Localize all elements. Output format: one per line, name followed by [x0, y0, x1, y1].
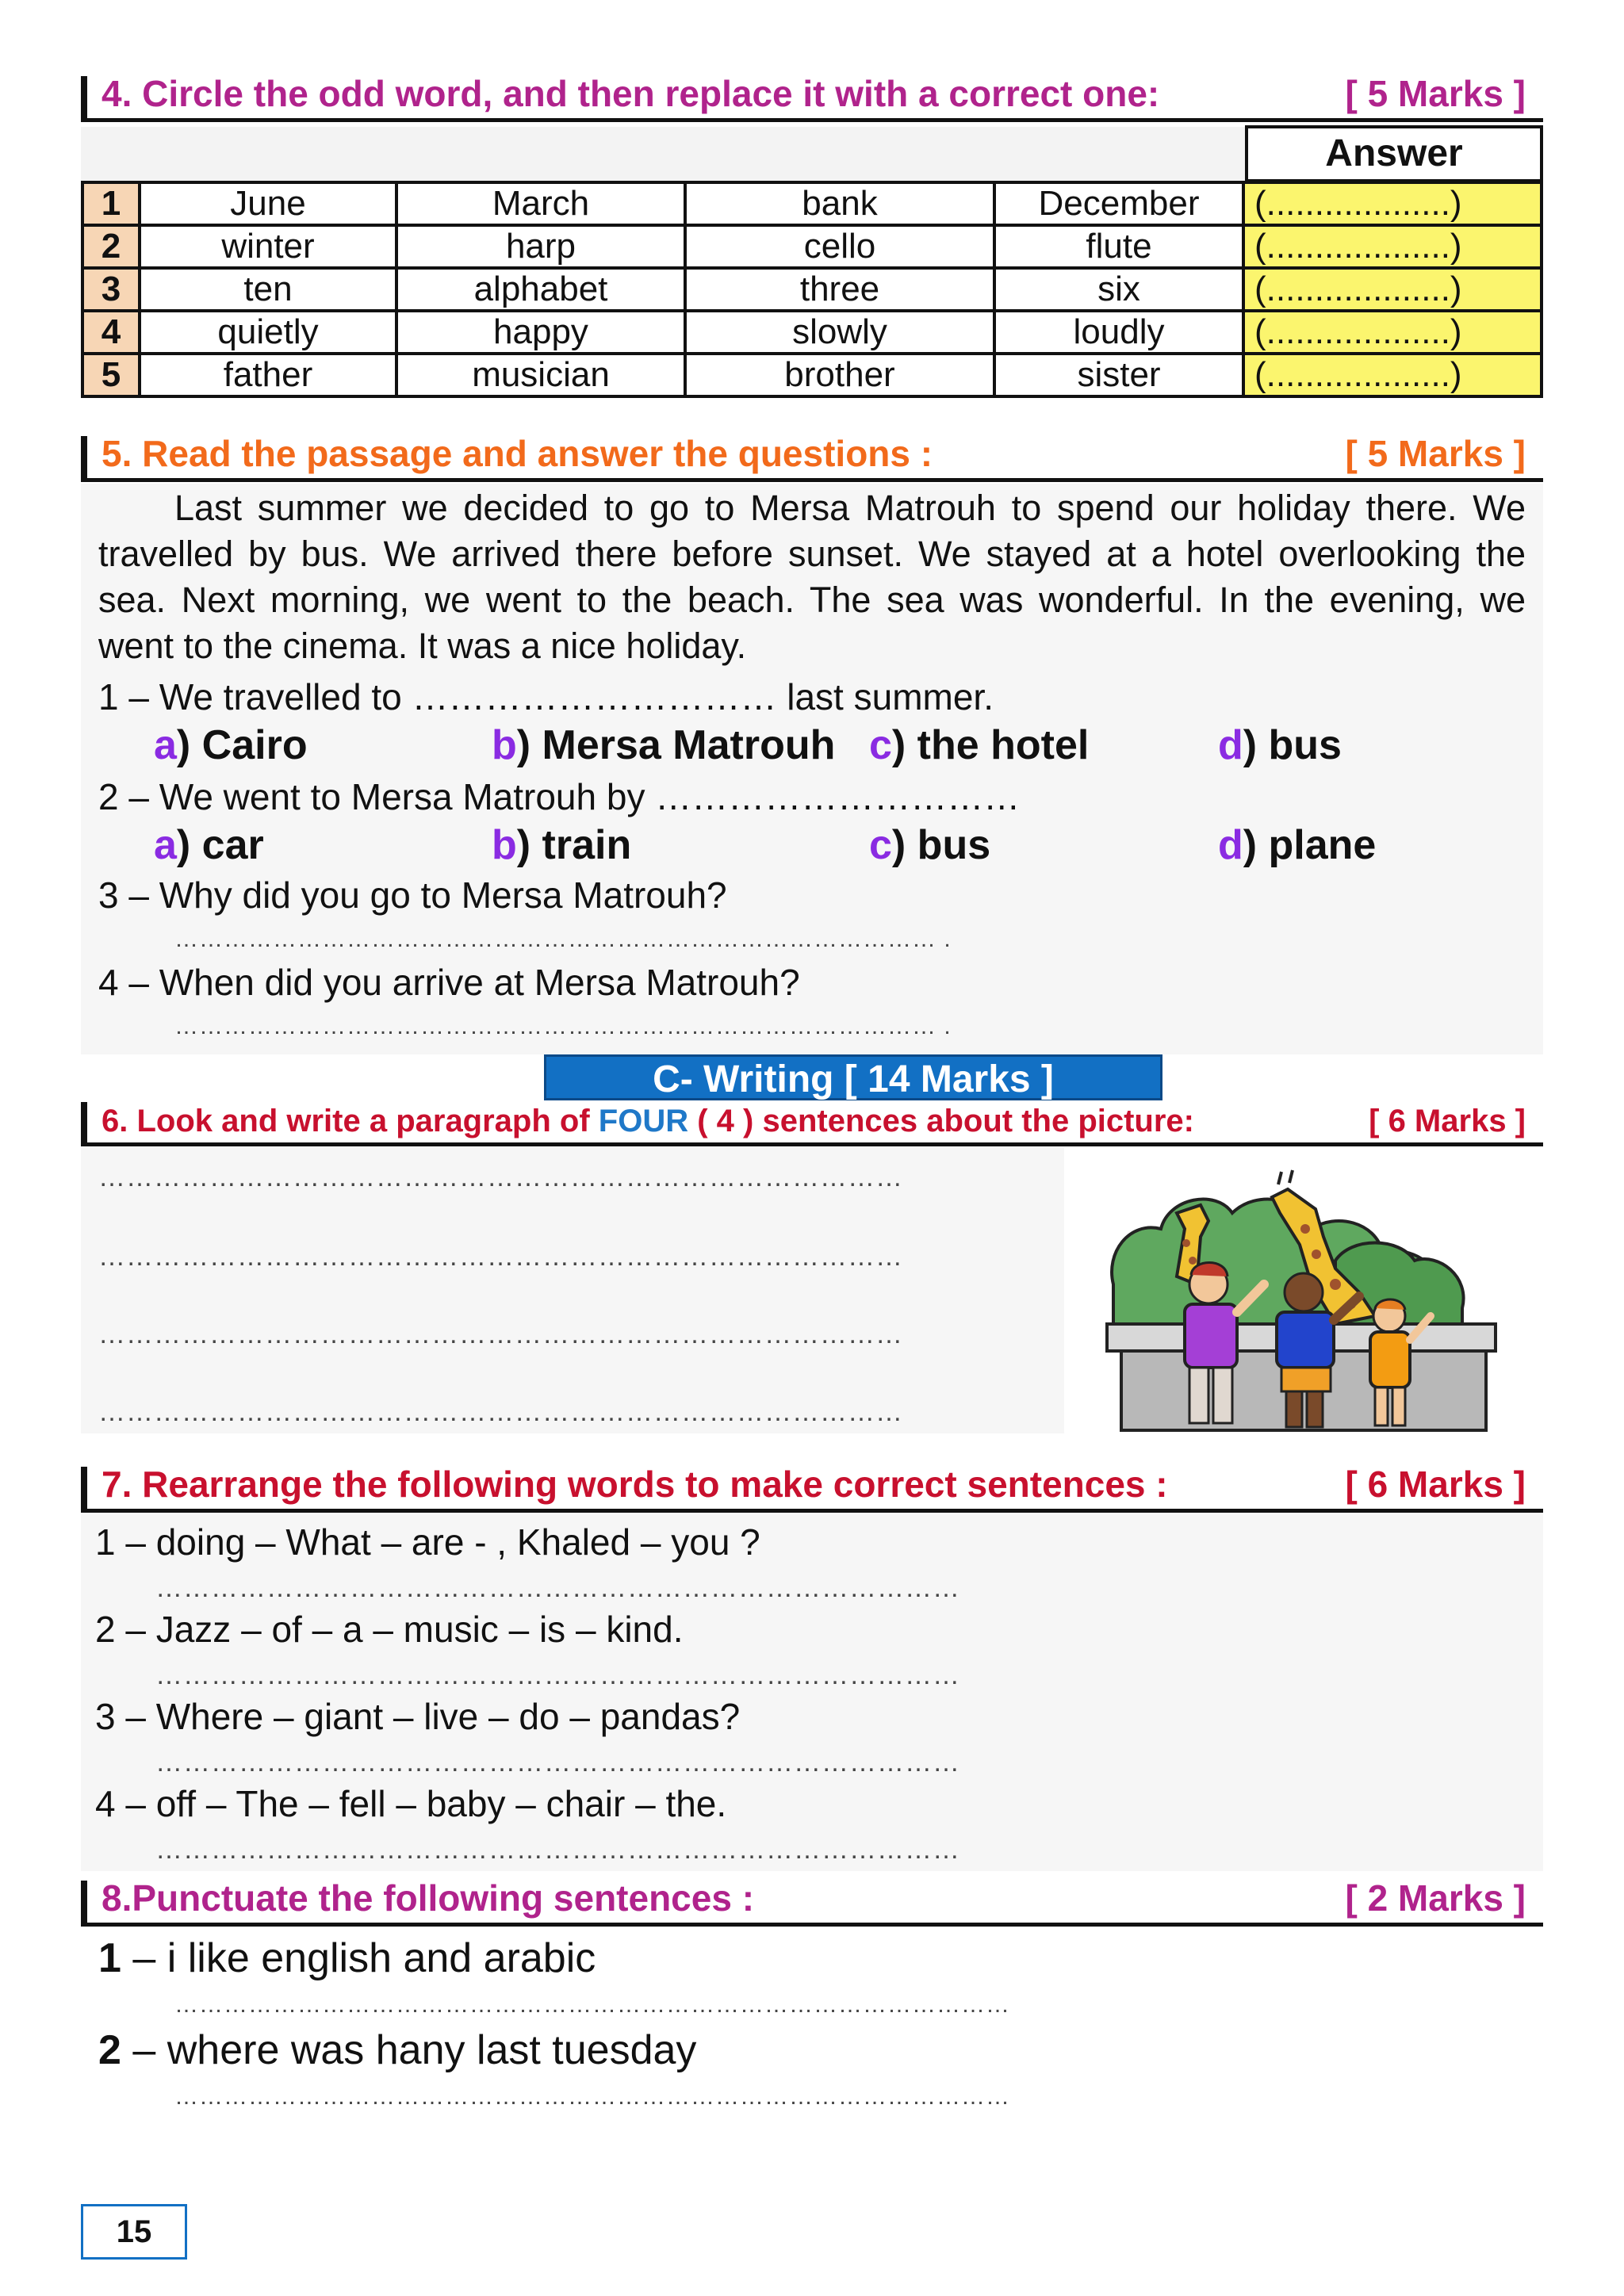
word-cell[interactable]: musician — [396, 354, 685, 396]
punctuate-item: 1 – i like english and arabic — [98, 1935, 596, 1981]
writing-line[interactable]: …………………………………………………………………………… — [98, 1319, 903, 1349]
q5-header — [81, 433, 1543, 482]
answer-line[interactable]: …………………………………………………………………………… — [155, 1835, 960, 1865]
q7-header — [81, 1464, 1543, 1513]
row-number: 4 — [82, 311, 140, 354]
word-cell[interactable]: three — [685, 268, 994, 311]
word-cell[interactable]: winter — [140, 225, 396, 268]
passage-text: Last summer we decided to go to Mersa Matrouh to spend our holiday there. We travelled by bus. We arrived there before sunset. We stayed at a hotel overlooking the sea. Next morning, we went to the beach. The sea was wonderful. In the evening, we went to the cinema. It was a nice holiday. — [98, 488, 1526, 666]
question-1: 1 – We travelled to ………………………… last summer. — [98, 676, 994, 718]
q4-title: 4. Circle the odd word, and then replace it with a correct one: — [102, 73, 1160, 114]
answer-header: Answer — [1325, 132, 1463, 174]
word-cell[interactable]: six — [994, 268, 1243, 311]
q5-title: 5. Read the passage and answer the questions : — [102, 433, 933, 474]
reading-passage — [98, 485, 1526, 669]
word-cell[interactable]: quietly — [140, 311, 396, 354]
word-cell[interactable]: bank — [685, 182, 994, 225]
question-2: 2 – We went to Mersa Matrouh by ………………………… — [98, 776, 1021, 817]
answer-line[interactable]: ………………………………………………………………………………………… — [174, 1992, 1010, 2018]
q4-header — [81, 73, 1543, 122]
q6-title: 6. Look and write a paragraph of FOUR ( 4 ) sentences about the picture: — [102, 1104, 1194, 1138]
row-number: 1 — [82, 182, 140, 225]
option-b[interactable]: b) train — [492, 822, 632, 868]
option-c[interactable]: c) bus — [869, 822, 991, 868]
q7-title: 7. Rearrange the following words to make correct sentences : — [102, 1464, 1168, 1505]
answer-line[interactable]: ………………………………………………………………………………………… — [174, 2084, 1010, 2110]
odd-word-table — [81, 181, 1543, 398]
word-cell[interactable]: brother — [685, 354, 994, 396]
word-cell[interactable]: father — [140, 354, 396, 396]
word-cell[interactable]: harp — [396, 225, 685, 268]
answer-line[interactable]: …………………………………………………………………………… — [155, 1747, 960, 1777]
word-cell[interactable]: alphabet — [396, 268, 685, 311]
table-row — [82, 182, 1542, 225]
table-row — [82, 268, 1542, 311]
word-cell[interactable]: June — [140, 182, 396, 225]
q8-title: 8.Punctuate the following sentences : — [102, 1877, 755, 1919]
word-cell[interactable]: March — [396, 182, 685, 225]
table-row — [82, 225, 1542, 268]
answer-cell[interactable]: (...................) — [1243, 354, 1542, 396]
answer-cell[interactable]: (...................) — [1243, 225, 1542, 268]
question-4: 4 – When did you arrive at Mersa Matrouh? — [98, 962, 800, 1003]
table-row — [82, 354, 1542, 396]
table-row — [82, 311, 1542, 354]
rearrange-item: 1 – doing – What – are - , Khaled – you ? — [95, 1521, 760, 1563]
q7-marks: [ 6 Marks ] — [1345, 1464, 1526, 1505]
q4-marks: [ 5 Marks ] — [1345, 73, 1526, 114]
rearrange-item: 3 – Where – giant – live – do – pandas? — [95, 1696, 741, 1737]
option-c[interactable]: c) the hotel — [869, 722, 1090, 768]
zoo-giraffe-picture — [1097, 1165, 1503, 1435]
rearrange-item: 4 – off – The – fell – baby – chair – the. — [95, 1783, 727, 1824]
word-cell[interactable]: cello — [685, 225, 994, 268]
option-a[interactable]: a) Cairo — [154, 722, 308, 768]
answer-line[interactable]: …………………………………………………………………………… — [155, 1660, 960, 1690]
answer-line[interactable]: ………………………………………………………………………………… . — [174, 926, 952, 952]
answer-cell[interactable]: (...................) — [1243, 311, 1542, 354]
answer-header-cell — [1245, 125, 1543, 182]
row-number: 2 — [82, 225, 140, 268]
writing-line[interactable]: …………………………………………………………………………… — [98, 1162, 903, 1192]
page-number: 15 — [81, 2204, 187, 2260]
row-number: 3 — [82, 268, 140, 311]
q8-marks: [ 2 Marks ] — [1345, 1877, 1526, 1919]
answer-line[interactable]: ………………………………………………………………………………… . — [174, 1013, 952, 1039]
table-header-blank — [81, 127, 1245, 181]
word-cell[interactable]: ten — [140, 268, 396, 311]
row-number: 5 — [82, 354, 140, 396]
writing-line[interactable]: …………………………………………………………………………… — [98, 1242, 903, 1272]
option-a[interactable]: a) car — [154, 822, 264, 868]
answer-cell[interactable]: (...................) — [1243, 268, 1542, 311]
word-cell[interactable]: December — [994, 182, 1243, 225]
rearrange-item: 2 – Jazz – of – a – music – is – kind. — [95, 1609, 684, 1650]
word-cell[interactable]: sister — [994, 354, 1243, 396]
q6-marks: [ 6 Marks ] — [1369, 1104, 1526, 1138]
q6-header — [81, 1102, 1543, 1146]
question-3: 3 – Why did you go to Mersa Matrouh? — [98, 874, 727, 916]
word-cell[interactable]: slowly — [685, 311, 994, 354]
word-cell[interactable]: flute — [994, 225, 1243, 268]
option-d[interactable]: d) plane — [1218, 822, 1377, 868]
answer-line[interactable]: …………………………………………………………………………… — [155, 1573, 960, 1603]
answer-cell[interactable]: (...................) — [1243, 182, 1542, 225]
punctuate-item: 2 – where was hany last tuesday — [98, 2027, 697, 2073]
word-cell[interactable]: loudly — [994, 311, 1243, 354]
option-b[interactable]: b) Mersa Matrouh — [492, 722, 836, 768]
writing-banner: C- Writing [ 14 Marks ] — [544, 1054, 1162, 1100]
q8-header — [81, 1877, 1543, 1927]
option-d[interactable]: d) bus — [1218, 722, 1342, 768]
q5-marks: [ 5 Marks ] — [1345, 433, 1526, 474]
word-cell[interactable]: happy — [396, 311, 685, 354]
writing-line[interactable]: …………………………………………………………………………… — [98, 1397, 903, 1427]
